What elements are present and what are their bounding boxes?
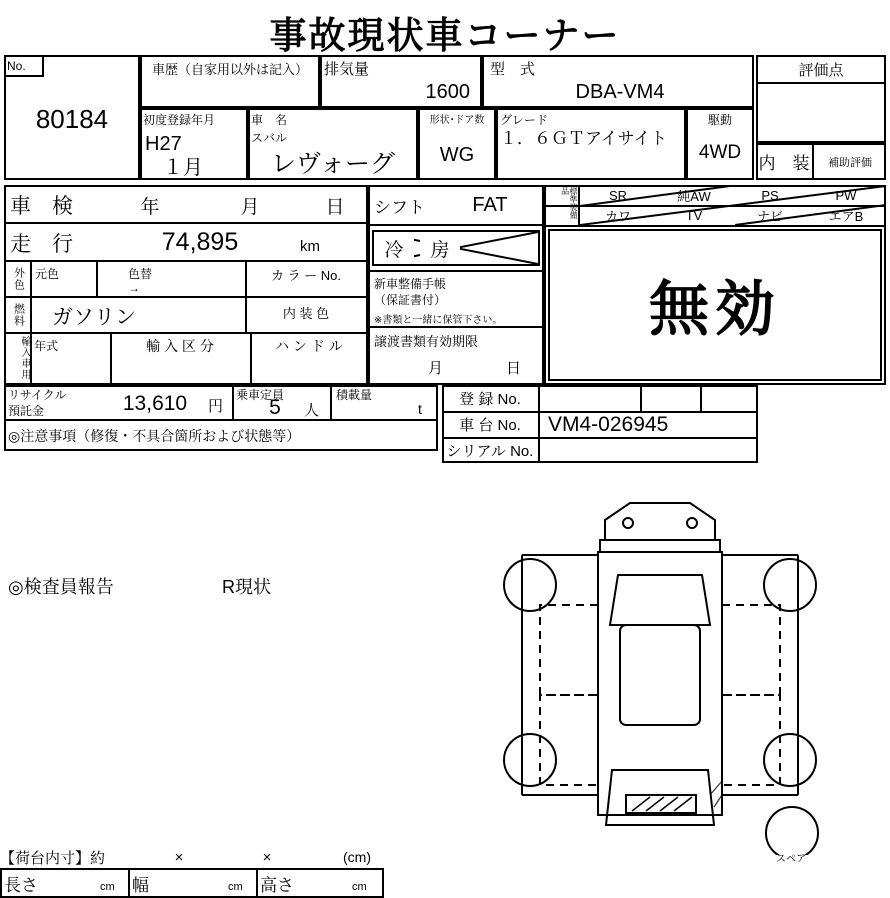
mileage-value: 74,895 xyxy=(161,227,239,256)
shaken-day-label: 日 xyxy=(325,196,345,218)
ac-cool-label: 冷 xyxy=(374,232,414,264)
fuel-label: 燃料 xyxy=(12,303,25,327)
chassis-no-value: VM4-026945 xyxy=(548,412,669,436)
bed-unit: (cm) xyxy=(343,849,371,865)
recycle-label-2: 預託金 xyxy=(8,403,45,418)
reg-no-cell-div1 xyxy=(640,385,642,411)
option-ps: PS xyxy=(761,188,779,203)
serial-no-value xyxy=(540,438,756,462)
option-leather: カワ xyxy=(604,209,631,224)
origcolor-col-divider xyxy=(96,262,98,296)
handle-label: ハ ン ド ル xyxy=(275,338,343,354)
reg-no-cell-div2 xyxy=(700,385,702,411)
notes-label: ◎注意事項（修復・不具合箇所および状態等） xyxy=(8,428,301,444)
shape-label: 形状･ドア数 xyxy=(429,114,485,126)
capacity-unit: 人 xyxy=(304,401,320,419)
fuel-row-divider xyxy=(4,332,368,334)
load-unit: t xyxy=(418,401,422,417)
recycle-label-1: リサイクル xyxy=(8,387,67,402)
bed-length-unit: cm xyxy=(100,881,115,893)
transfer-row-divider xyxy=(368,326,544,328)
bed-height-label: 高さ xyxy=(260,875,294,895)
shaken-label: 車 検 xyxy=(10,195,73,218)
recycle-value: 13,610 xyxy=(122,392,188,415)
interior-label: 内 装 xyxy=(758,154,810,173)
model-label: 型 式 xyxy=(490,60,536,78)
color-no-label: カ ラ ー No. xyxy=(270,267,342,283)
options-bottom-divider xyxy=(544,225,886,227)
maintenance-book-sub: （保証書付） xyxy=(374,292,447,307)
shaken-row-divider xyxy=(4,222,368,224)
fuel-col-divider xyxy=(30,298,32,332)
no-label: No. xyxy=(7,59,26,73)
capacity-label: 乗車定員 xyxy=(236,387,285,402)
transfer-month: 月 xyxy=(428,359,444,377)
option-aw: 純AW xyxy=(677,189,711,204)
exterior-col-divider xyxy=(30,262,32,296)
bed-height-unit: cm xyxy=(352,881,367,893)
displacement-value: 1600 xyxy=(425,80,470,103)
shaken-year-label: 年 xyxy=(140,196,160,218)
bed-length-label: 長さ xyxy=(4,875,38,895)
recycle-unit: 円 xyxy=(208,397,224,415)
import-section-label: 輸 入 区 分 xyxy=(146,338,214,354)
maker-name: スバル xyxy=(251,130,288,145)
maintenance-book-label: 新車整備手帳 xyxy=(374,276,447,291)
no-value: 80184 xyxy=(35,103,109,134)
bed-width-unit: cm xyxy=(228,881,243,893)
interior-sub-label: 補助評価 xyxy=(828,156,872,169)
bed-x1: × xyxy=(174,848,184,866)
grade-label: グレード xyxy=(500,112,549,127)
first-registration-year: H27 xyxy=(145,132,182,155)
option-pw: PW xyxy=(835,188,857,203)
displacement-label: 排気量 xyxy=(324,60,370,78)
recycle-div2 xyxy=(330,385,332,421)
orig-color-label: 元色 xyxy=(35,266,60,281)
import-label: 輸入車用 xyxy=(19,336,30,380)
car-name-value: レヴォーグ xyxy=(270,150,395,178)
load-label: 積載量 xyxy=(336,387,373,402)
car-name-label: 車 名 xyxy=(251,112,288,127)
maintenance-note: ※書類と一緒に保管下さい。 xyxy=(374,314,503,326)
interior-color-label: 内 装 色 xyxy=(282,305,330,321)
maint-row-divider xyxy=(368,270,544,272)
mileage-row-divider xyxy=(4,260,368,262)
drive-label: 駆動 xyxy=(707,112,732,127)
shift-value: FAT xyxy=(472,193,508,216)
option-navi: ナビ xyxy=(756,209,783,224)
shift-row-divider xyxy=(368,224,544,226)
transfer-label: 譲渡書類有効期限 xyxy=(374,333,479,349)
bed-x2: × xyxy=(262,848,272,866)
color-change-label: 色替 xyxy=(128,266,153,281)
bed-header: 【荷台内寸】約 xyxy=(0,849,106,867)
spare-wheel-label: スペア xyxy=(776,853,806,865)
registration-no-label: 登 録 No. xyxy=(459,390,521,408)
options-cross-icon xyxy=(580,186,886,225)
fuel-value: ガソリン xyxy=(52,306,136,329)
history-label: 車歴（自家用以外は記入） xyxy=(151,61,308,77)
recycle-div1 xyxy=(232,385,234,421)
registration-no-value xyxy=(540,386,638,410)
shift-label: シフト xyxy=(374,197,425,217)
ac-heat-label: 房 xyxy=(420,232,460,264)
inspector-report-label: ◎検査員報告 xyxy=(8,577,114,597)
chassis-no-label: 車 台 No. xyxy=(459,416,521,434)
import-col-divider xyxy=(30,334,32,385)
option-tv: TV xyxy=(685,208,703,223)
inspector-report-value: R現状 xyxy=(222,577,271,597)
color-change-arrow: → xyxy=(128,281,140,295)
exterior-label: 外色 xyxy=(12,267,25,291)
options-vert-label: 標準装備品 xyxy=(560,187,578,219)
capacity-value: 5 xyxy=(269,396,281,419)
year-type-label: 年式 xyxy=(34,338,59,353)
first-registration-month: １月 xyxy=(163,156,203,179)
invalid-stamp-text: 無効 xyxy=(649,276,781,343)
shaken-month-label: 月 xyxy=(240,196,260,218)
car-diagram xyxy=(500,495,888,855)
mileage-label: 走 行 xyxy=(10,233,73,256)
option-sr: SR xyxy=(608,188,628,203)
rating-value xyxy=(756,84,886,142)
rating-label: 評価点 xyxy=(798,61,844,79)
first-registration-label: 初度登録年月 xyxy=(143,112,216,127)
page-title: 事故現状車コーナー xyxy=(269,15,621,56)
exterior-row-divider xyxy=(4,296,368,298)
drive-value: 4WD xyxy=(698,142,742,163)
model-value: DBA-VM4 xyxy=(575,80,665,103)
serial-no-label: シリアル No. xyxy=(446,442,534,460)
grade-value: １．６ＧＴアイサイト xyxy=(500,129,668,148)
bed-width-label: 幅 xyxy=(132,875,149,895)
shape-value: WG xyxy=(439,143,475,166)
transfer-day: 日 xyxy=(506,359,522,377)
option-airbag: エアB xyxy=(828,209,864,224)
mileage-unit: km xyxy=(300,237,320,255)
